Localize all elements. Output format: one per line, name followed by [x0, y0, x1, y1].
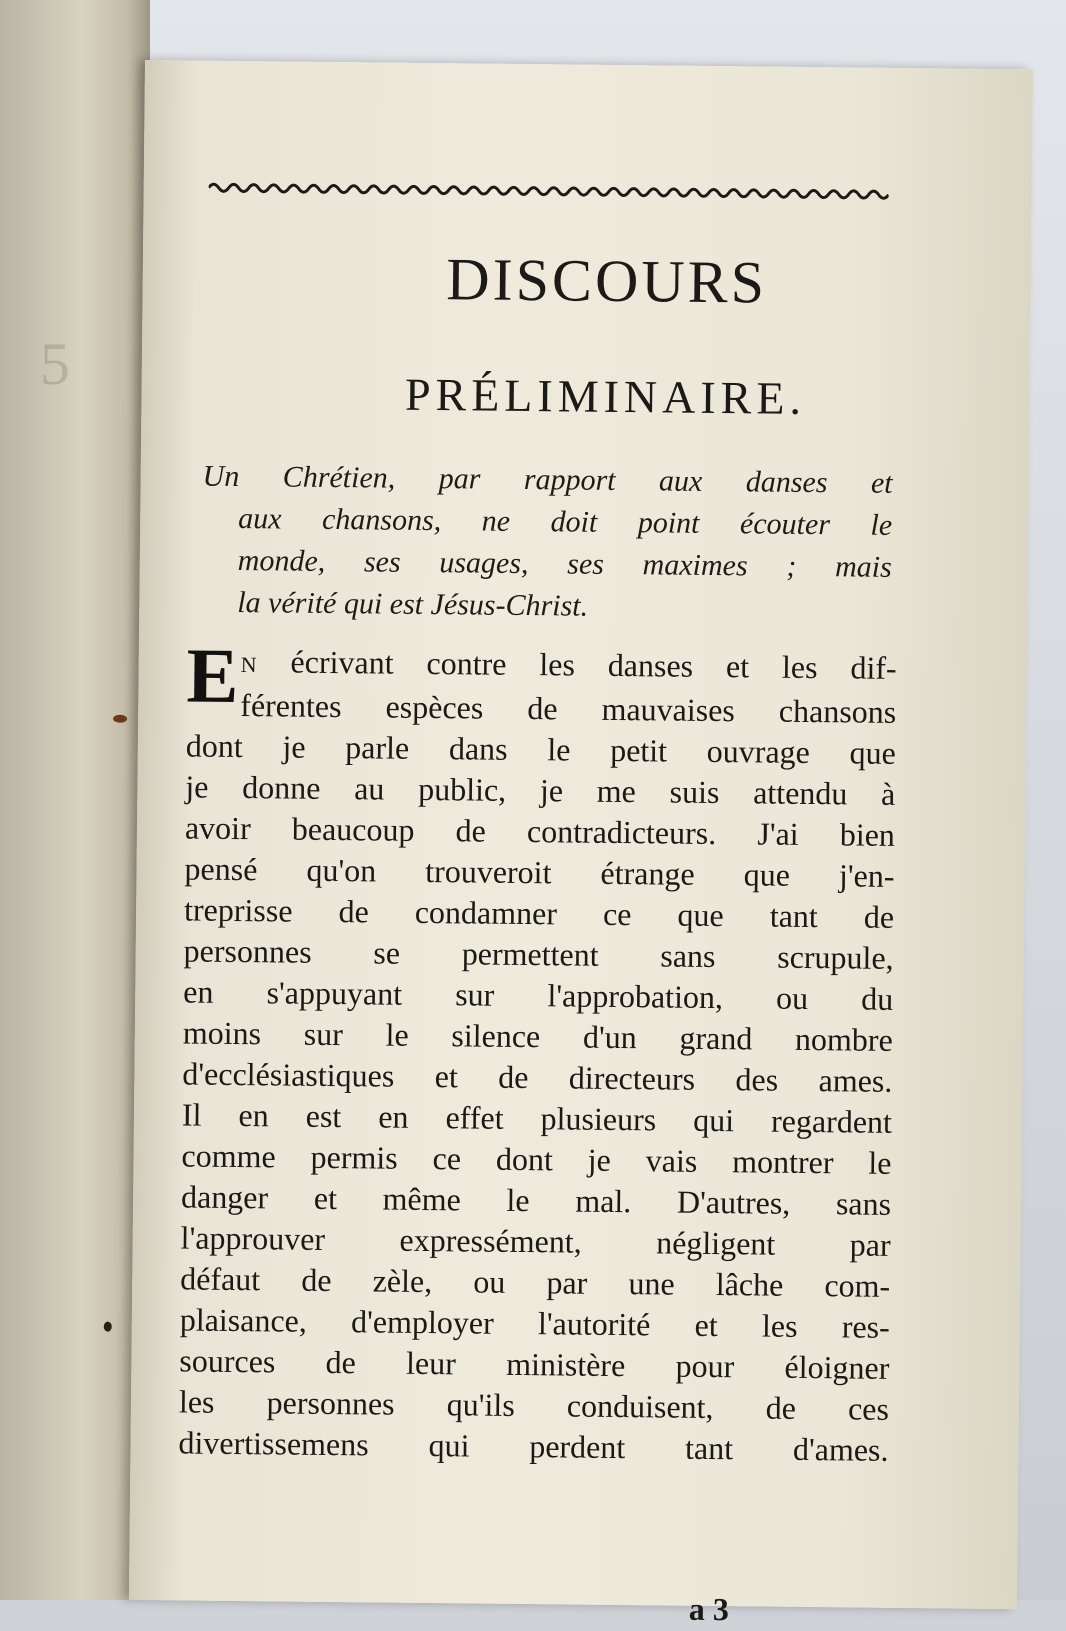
body-line: moins sur le silence d'un grand nombre — [182, 1014, 893, 1058]
body-line: danger et même le mal. D'autres, sans — [180, 1178, 892, 1222]
body-line: d'ecclésiastiques et de directeurs des ames. — [182, 1055, 893, 1099]
body-line: Il en est en effet plusieurs qui regardent — [181, 1096, 893, 1140]
body-line: férentes espèces de mauvaises chansons — [240, 687, 897, 730]
body-line: personnes se permettent sans scrupule, — [183, 932, 894, 976]
body-line: treprisse de condamner ce que tant de — [183, 891, 895, 935]
page-title: DISCOURS — [446, 246, 768, 316]
ornament-rule — [209, 181, 889, 202]
body-paragraph — [178, 631, 897, 1470]
first-word-smallcaps: N — [240, 652, 258, 678]
bleed-through-mark: 5 — [40, 331, 70, 397]
body-line: dont je parle dans le petit ouvrage que — [185, 727, 896, 771]
body-line: plaisance, d'employer l'autorité et les res- — [179, 1301, 890, 1345]
epigraph-line: monde, ses usages, ses maximes ; mais — [237, 543, 892, 584]
page-subtitle: PRÉLIMINAIRE. — [404, 368, 807, 424]
epigraph-line: aux chansons, ne doit point écouter le — [238, 502, 893, 542]
first-line-text: écrivant contre les danses et les dif- — [257, 643, 897, 686]
epigraph-line: la vérité qui est Jésus-Christ. — [237, 585, 589, 623]
left-page-edge — [0, 0, 150, 1600]
body-line: avoir beaucoup de contradicteurs. J'ai bien — [184, 809, 896, 853]
stain-spot — [113, 715, 127, 723]
body-line: je donne au public, je me suis attendu à — [185, 768, 896, 812]
ink-dot — [104, 1322, 112, 1332]
epigraph-line: Un Chrétien, par rapport aux danses et — [202, 459, 893, 500]
body-line: l'approuver expressément, négligent par — [180, 1219, 891, 1263]
body-line — [186, 640, 896, 691]
drop-cap: E — [186, 631, 240, 720]
body-line: sources de leur ministère pour éloigner — [179, 1342, 890, 1386]
book-page — [129, 60, 1033, 1628]
body-line: en s'appuyant sur l'approbation, ou du — [183, 973, 894, 1017]
signature-mark: a 3 — [688, 1590, 729, 1628]
epigraph — [201, 456, 893, 631]
body-line: pensé qu'on trouveroit étrange que j'en- — [184, 850, 895, 894]
body-line: divertissemens qui perdent tant d'ames. — [178, 1424, 889, 1468]
body-line: comme permis ce dont je vais montrer le — [181, 1137, 892, 1181]
body-line: les personnes qu'ils conduisent, de ces — [178, 1383, 890, 1427]
body-line: défaut de zèle, ou par une lâche com- — [180, 1260, 891, 1304]
